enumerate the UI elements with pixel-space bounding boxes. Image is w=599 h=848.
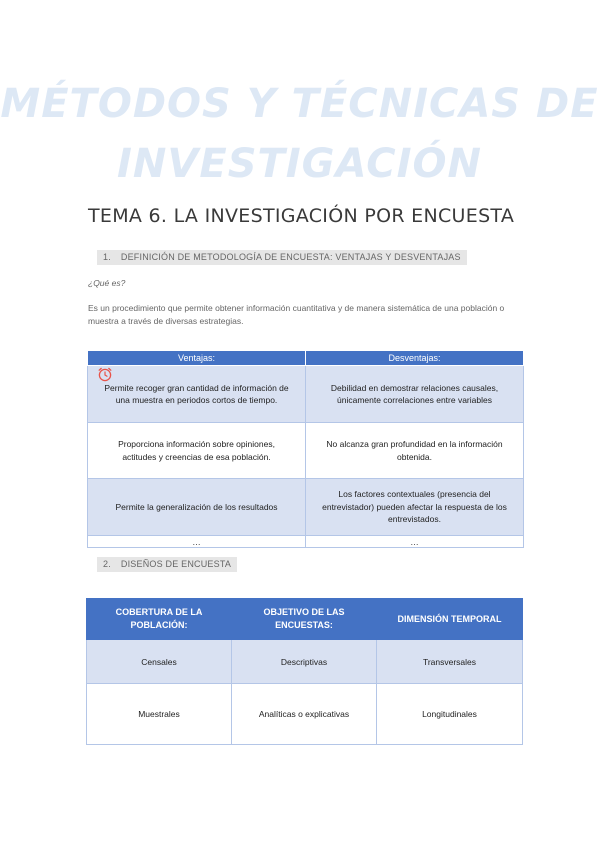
table-header-cobertura: COBERTURA DE LA POBLACIÓN: xyxy=(87,599,232,640)
table-header-ventajas: Ventajas: xyxy=(88,351,306,366)
question-text: ¿Qué es? xyxy=(88,278,126,288)
advantages-table xyxy=(87,350,524,548)
alarm-clock-icon xyxy=(97,366,113,382)
definition-paragraph: Es un procedimiento que permite obtener información cuantitativa y de manera sistemática de una población o muestra a través de diversas estrategias. xyxy=(88,303,505,326)
table-cell: … xyxy=(88,536,306,548)
table-cell: Muestrales xyxy=(87,684,232,745)
table-cell: … xyxy=(306,536,524,548)
section-heading-1 xyxy=(97,250,467,265)
table-row xyxy=(87,684,523,745)
document-title-line-1: MÉTODOS Y TÉCNICAS DE xyxy=(0,81,599,127)
table-row xyxy=(88,536,524,548)
tema-heading: TEMA 6. LA INVESTIGACIÓN POR ENCUESTA xyxy=(88,205,515,227)
section-heading-2 xyxy=(97,557,237,572)
table-cell: Debilidad en demostrar relaciones causales, únicamente correlaciones entre variables xyxy=(306,366,524,423)
document-title-line-2: INVESTIGACIÓN xyxy=(117,141,482,187)
table-row xyxy=(88,366,524,423)
table-cell: Proporciona información sobre opiniones, actitudes y creencias de esa población. xyxy=(88,423,306,479)
table-cell: Descriptivas xyxy=(232,640,377,684)
table-cell: Longitudinales xyxy=(377,684,523,745)
section-title-2: DISEÑOS DE ENCUESTA xyxy=(120,559,232,569)
table-cell: Analíticas o explicativas xyxy=(232,684,377,745)
section-number-2: 2. xyxy=(103,559,111,569)
table-cell: Transversales xyxy=(377,640,523,684)
table-header-desventajas: Desventajas: xyxy=(306,351,524,366)
table-header-objetivo: OBJETIVO DE LAS ENCUESTAS: xyxy=(232,599,377,640)
survey-designs-table xyxy=(86,598,523,745)
section-number-1: 1. xyxy=(103,252,111,262)
table-header-dimension: DIMENSIÓN TEMPORAL xyxy=(377,599,523,640)
table-row xyxy=(88,423,524,479)
table-row xyxy=(87,640,523,684)
table-cell: Los factores contextuales (presencia del entrevistador) pueden afectar la respuesta de los entrevistados. xyxy=(306,479,524,536)
table-cell: No alcanza gran profundidad en la información obtenida. xyxy=(306,423,524,479)
section-title-1: DEFINICIÓN DE METODOLOGÍA DE ENCUESTA: VENTAJAS Y DESVENTAJAS xyxy=(120,252,461,262)
document-title xyxy=(0,74,599,194)
table-row xyxy=(88,479,524,536)
table-cell: Permite recoger gran cantidad de información de una muestra en periodos cortos de tiempo. xyxy=(88,366,306,423)
table-cell: Censales xyxy=(87,640,232,684)
table-cell: Permite la generalización de los resultados xyxy=(88,479,306,536)
